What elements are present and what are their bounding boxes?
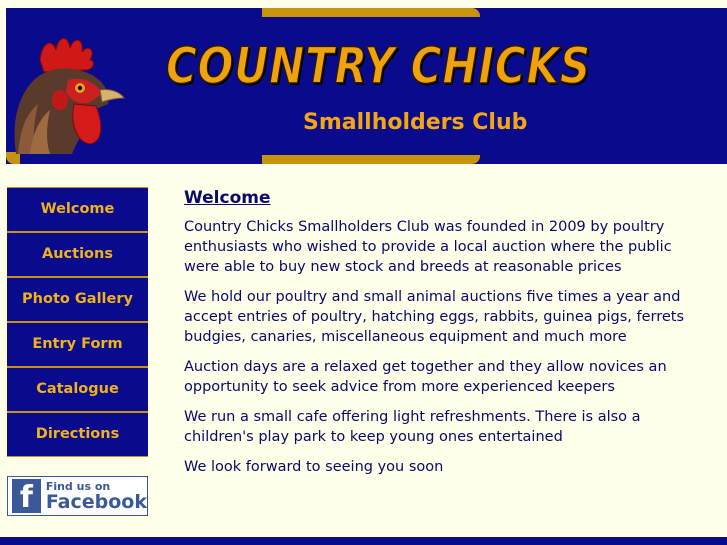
site-subtitle: Smallholders Club [303, 110, 528, 135]
paragraph-auctions-line1: We hold our poultry and small animal auctions five times a year and [184, 289, 681, 305]
paragraph-cafe: We run a small cafe offering light refreshments. There is also a children's play park to keep young ones entertained [184, 409, 641, 445]
facebook-link[interactable] [7, 476, 148, 516]
banner-gold-accent-top [262, 8, 480, 17]
footer-bar [0, 537, 727, 545]
paragraph-auctions-line2: accept entries of poultry, hatching eggs, rabbits, guinea pigs, ferrets [184, 309, 685, 325]
site-title: COUNTRY CHICKS [166, 37, 591, 95]
nav-entry-form[interactable]: Entry Form [7, 322, 148, 367]
banner-gold-accent-bottom [262, 155, 480, 164]
nav-welcome[interactable]: Welcome [7, 187, 148, 232]
facebook-line1: Find us on [45, 479, 111, 493]
facebook-line2: Facebook [45, 490, 147, 513]
paragraph-auctions [184, 287, 704, 347]
nav-photo-gallery[interactable]: Photo Gallery [7, 277, 148, 322]
paragraph-auction-days: Auction days are a relaxed get together and they allow novices an opportunity to seek advice from more experienced keepers [184, 359, 667, 395]
page-heading: Welcome [184, 188, 271, 208]
rooster-logo [10, 30, 130, 154]
facebook-icon: f [12, 479, 41, 513]
facebook-text [46, 481, 147, 512]
paragraph-auctions-line3: budgies, canaries, miscellaneous equipment and much more [184, 329, 627, 345]
paragraph-intro: Country Chicks Smallholders Club was founded in 2009 by poultry enthusiasts who wished to provide a local auction where the public were able to buy new stock and breeds at reasonable prices [184, 219, 672, 275]
nav-directions[interactable]: Directions [7, 412, 148, 457]
nav-catalogue[interactable]: Catalogue [7, 367, 148, 412]
main-content [184, 187, 704, 487]
nav-auctions[interactable]: Auctions [7, 232, 148, 277]
paragraph-closing: We look forward to seeing you soon [184, 459, 444, 475]
sidebar-nav [7, 187, 148, 457]
